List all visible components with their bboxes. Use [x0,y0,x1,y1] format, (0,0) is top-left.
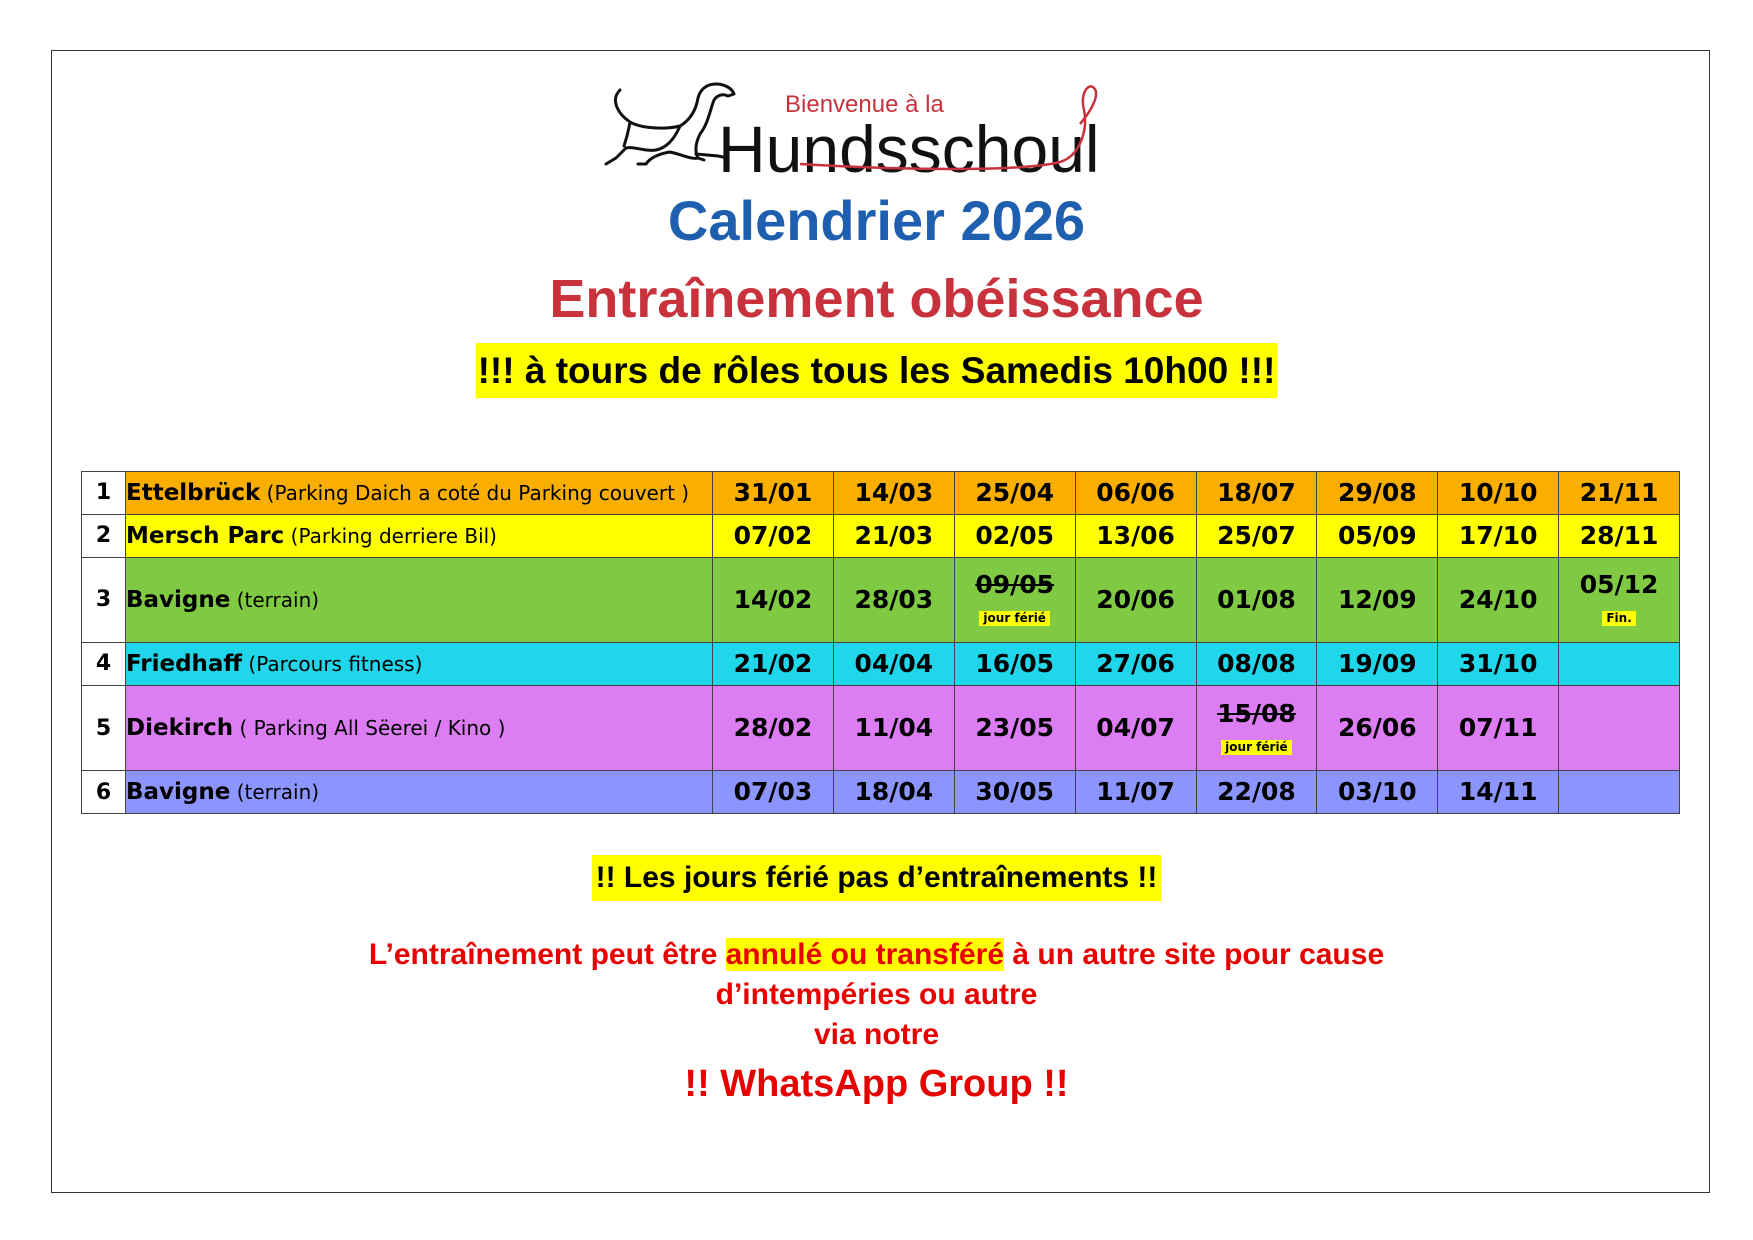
date-cell [713,771,834,814]
date-value: 12/09 [1337,584,1417,614]
date-cell [1196,472,1317,515]
date-cell [1075,514,1196,557]
date-cell [954,771,1075,814]
date-value: 01/08 [1217,584,1296,614]
date-value: 28/11 [1579,520,1659,550]
date-value: 24/10 [1458,584,1538,614]
date-value: 21/11 [1579,477,1659,507]
date-cell [1075,472,1196,515]
date-value: 14/11 [1458,777,1538,807]
row-number: 3 [82,557,126,643]
date-value: 04/04 [854,648,934,678]
date-cell [1438,557,1559,643]
location-detail: (terrain) [230,780,320,805]
date-cell [1438,643,1559,686]
date-cell [1196,771,1317,814]
location-cell [126,643,713,686]
date-cell [1317,514,1438,557]
date-value: 23/05 [975,713,1055,742]
page-subtitle: Entraînement obéissance [549,269,1204,329]
date-value: 31/01 [733,477,813,507]
date-value: 11/04 [854,713,934,742]
date-value: 18/04 [854,777,934,807]
date-value: 02/05 [975,520,1055,550]
date-cell [833,771,954,814]
date-cell [954,514,1075,557]
info-line-1 [0,938,1753,972]
info-line-2: d’intempéries ou autre [715,978,1038,1011]
date-cell [954,643,1075,686]
date-cell [1196,557,1317,643]
date-cell [954,472,1075,515]
table-row [82,514,1680,557]
date-value: 07/02 [733,520,813,550]
location-name: Diekirch [126,715,234,741]
location-name: Friedhaff [126,650,243,677]
location-detail: (Parcours fitness) [242,651,423,676]
date-cell [1559,643,1680,686]
date-value: 26/06 [1337,713,1417,742]
date-value: 05/12 [1579,570,1659,600]
location-detail: (terrain) [230,587,320,612]
date-value: 15/08 [1217,698,1296,728]
date-cell [1438,771,1559,814]
row-number: 5 [82,685,126,771]
date-value: 29/08 [1337,477,1417,507]
info-line-1-after: à un autre site pour cause [1004,938,1385,971]
date-cell [954,557,1075,643]
date-cell [1317,643,1438,686]
date-cell [1196,643,1317,686]
location-name: Ettelbrück [126,479,261,506]
date-cell [713,472,834,515]
date-value: 28/02 [733,713,813,742]
date-value: 28/03 [854,584,934,614]
date-cell [1196,685,1317,771]
date-value: 21/03 [854,520,934,550]
date-cell [1438,685,1559,771]
whatsapp-group-line: !! WhatsApp Group !! [684,1063,1069,1105]
date-cell [713,685,834,771]
date-cell [1317,557,1438,643]
date-value: 05/09 [1337,520,1417,550]
date-value: 03/10 [1337,777,1417,807]
date-cell [1075,643,1196,686]
date-value: 30/05 [975,777,1055,807]
date-cell [1559,771,1680,814]
logo-small-text: Bienvenue à la [785,91,944,118]
table-row [82,685,1680,771]
date-cell [1438,514,1559,557]
date-value: 27/06 [1096,648,1175,678]
location-detail: (Parking Daich a coté du Parking couvert ) [260,480,690,505]
page-title: Calendrier 2026 [667,189,1086,252]
location-detail: ( Parking All Sëerei / Kino ) [233,716,506,740]
holiday-badge: jour férié [1221,740,1292,755]
date-cell [1317,472,1438,515]
row-number: 1 [82,472,126,515]
table-row [82,771,1680,814]
info-line-3: via notre [813,1018,940,1051]
holiday-badge: jour férié [979,611,1050,626]
date-cell [954,685,1075,771]
logo-big-text: Hundsschoul [718,112,1100,186]
holiday-notice: !! Les jours férié pas d’entraînements !! [592,855,1162,901]
date-value: 14/03 [854,477,934,507]
training-calendar-table [81,471,1680,814]
date-value: 08/08 [1217,648,1296,678]
date-cell [833,643,954,686]
table-row [82,557,1680,643]
location-detail: (Parking derriere Bil) [284,523,497,548]
date-value: 25/04 [975,477,1055,507]
date-value: 07/11 [1458,713,1538,742]
info-line-1-before: L’entraînement peut être [368,938,726,971]
date-cell [833,685,954,771]
date-value: 09/05 [975,570,1055,600]
date-cell [1559,472,1680,515]
row-number: 2 [82,514,126,557]
date-cell [1317,771,1438,814]
info-line-1-highlight: annulé ou transféré [725,938,1005,971]
date-cell [833,514,954,557]
hundsschoul-logo [600,80,1180,188]
date-value: 10/10 [1458,477,1538,507]
date-cell [713,514,834,557]
date-value: 04/07 [1096,713,1175,742]
date-cell [1317,685,1438,771]
date-cell [1559,514,1680,557]
date-cell [1075,685,1196,771]
table-row [82,643,1680,686]
location-name: Bavigne [126,779,231,806]
date-value: 11/07 [1096,777,1175,807]
date-cell [1559,557,1680,643]
date-value: 17/10 [1458,520,1538,550]
date-cell [1438,472,1559,515]
date-value: 18/07 [1217,477,1296,507]
location-name: Bavigne [126,586,231,613]
date-value: 14/02 [733,584,813,614]
date-value: 21/02 [733,648,813,678]
end-badge: Fin. [1602,611,1635,626]
date-cell [713,557,834,643]
date-cell [833,557,954,643]
date-cell [1559,685,1680,771]
date-cell [1075,771,1196,814]
date-cell [1196,514,1317,557]
schedule-note: !!! à tours de rôles tous les Samedis 10h00 !!! [476,343,1278,398]
date-value: 31/10 [1458,648,1538,678]
row-number: 4 [82,643,126,686]
row-number: 6 [82,771,126,814]
date-cell [833,472,954,515]
date-value: 25/07 [1217,520,1296,550]
location-cell [126,472,713,515]
date-cell [1075,557,1196,643]
date-value: 06/06 [1096,477,1175,507]
date-value: 19/09 [1337,648,1417,678]
date-value: 16/05 [975,648,1055,678]
location-name: Mersch Parc [126,522,285,549]
table-row [82,472,1680,515]
date-cell [713,643,834,686]
date-value: 07/03 [733,777,813,807]
dog-icon [606,84,734,164]
location-cell [126,514,713,557]
date-value: 13/06 [1096,520,1175,550]
location-cell [126,685,713,771]
date-value: 22/08 [1217,777,1296,807]
location-cell [126,557,713,643]
location-cell [126,771,713,814]
date-value: 20/06 [1096,584,1175,614]
